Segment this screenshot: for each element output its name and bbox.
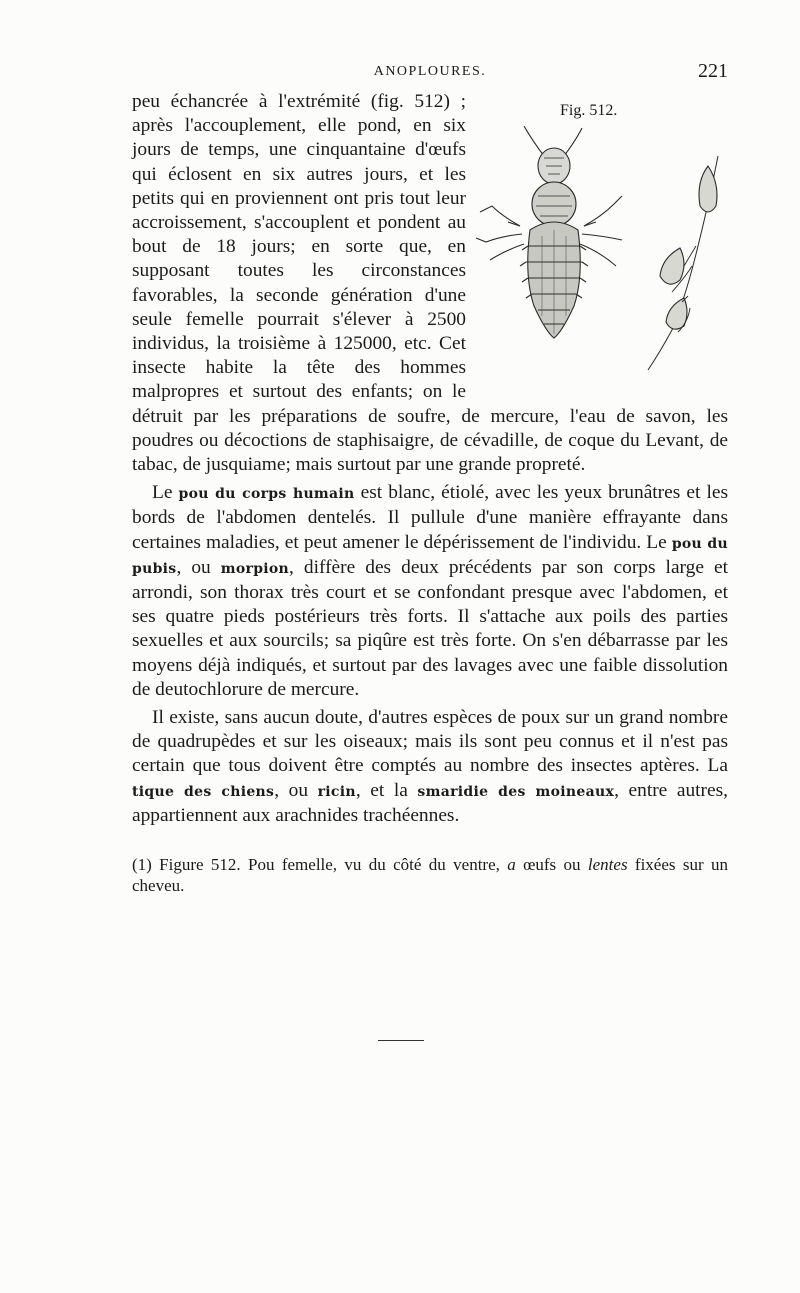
term-morpion: morpion — [220, 560, 290, 577]
paragraph-2 — [132, 481, 728, 702]
page-number: 221 — [698, 60, 728, 82]
footnote — [132, 854, 728, 896]
term-ricin: ricin — [317, 783, 356, 800]
egg-2 — [660, 248, 684, 284]
louse-thorax — [532, 182, 576, 226]
figure-caption: Fig. 512. — [560, 102, 618, 119]
footnote-label-a: a — [507, 855, 516, 875]
paragraph-2-text-1: est blanc, étiolé, avec les yeux brunâtres et les bords de l'abdomen dentelés. Il pullule d'une manière effrayante dans certaines maladies, et peut amener le dépérissement de l'individu. Le — [132, 482, 728, 553]
book-page — [132, 58, 728, 913]
footnote-middle: œufs ou — [515, 855, 588, 875]
end-rule — [378, 1040, 424, 1041]
term-smaridie-des-moineaux: smaridie des moineaux — [417, 783, 615, 800]
louse-illustration — [472, 126, 734, 376]
paragraph-2-text-2: , ou — [176, 556, 221, 578]
paragraph-2-text-3: , diffère des deux précédents par son corps large et arrondi, son thorax très court et se confondant presque avec l'abdomen, et ses quatre pieds postérieurs très forts. Il s'attache aux poils des parties sexuelles et aux sourcils; sa piqûre est très forte. On s'en débarrasse par les moyens déjà indiqués, et surtout par des lavages avec une faible dissolution de deutochlorure de mercure. — [132, 556, 728, 700]
paragraph-2-prefix: Le — [152, 482, 179, 504]
term-pou-du-pubis: pou du pubis — [132, 535, 728, 577]
page-header — [132, 58, 728, 90]
running-title: ANOPLOURES. — [373, 64, 487, 79]
paragraph-3-text-2: , ou — [274, 779, 318, 801]
footnote-prefix: (1) Figure 512. Pou femelle, vu du côté du ventre, — [132, 855, 508, 875]
antenna-right — [564, 128, 582, 156]
paragraph-1: peu échancrée à l'extrémité (fig. 512) ; après l'accouplement, elle pond, en six jours de temps, une cinquantaine d'œufs qui éclosent en six autres jours, et les petits qui en proviennent ont pris tout leur accroissement, s'accouplent et pondent au bout de 18 jours; en sorte que, en supposant toutes les circonstances favorables, la seconde génération d'une seule femelle pourrait s'élever à 2500 individus, la troisième à 125000, etc. Cet insecte habite la tête des hommes malpropres et surtout des enfants; on le détruit par les préparations de soufre, de mercure, l'eau de savon, les poudres ou décoctions de staphisaigre, de cévadille, de coque du Levant, de tabac, de jusquiame; mais surtout par une grande propreté. — [132, 91, 728, 476]
paragraph-3-text-3: , et la — [355, 779, 418, 801]
paragraph-3 — [132, 706, 728, 828]
footnote-suffix: fixées sur un cheveu. — [132, 855, 729, 896]
antenna-left — [524, 126, 544, 156]
figure-512 — [472, 102, 734, 382]
term-tique-des-chiens: tique des chiens — [132, 783, 275, 800]
term-pou-du-corps-humain: pou du corps humain — [178, 486, 355, 503]
footnote-lentes: lentes — [587, 855, 628, 875]
paragraph-3-text-1: Il existe, sans aucun doute, d'autres espèces de poux sur un grand nombre de quadrupèdes et sur les oiseaux; mais ils sont peu connus et il n'est pas certain que tous doivent être comptés au nombre des insectes aptères. La — [132, 707, 728, 777]
paragraph-3-text-4: , entre autres, appartiennent aux arachnides trachéennes. — [132, 779, 728, 826]
